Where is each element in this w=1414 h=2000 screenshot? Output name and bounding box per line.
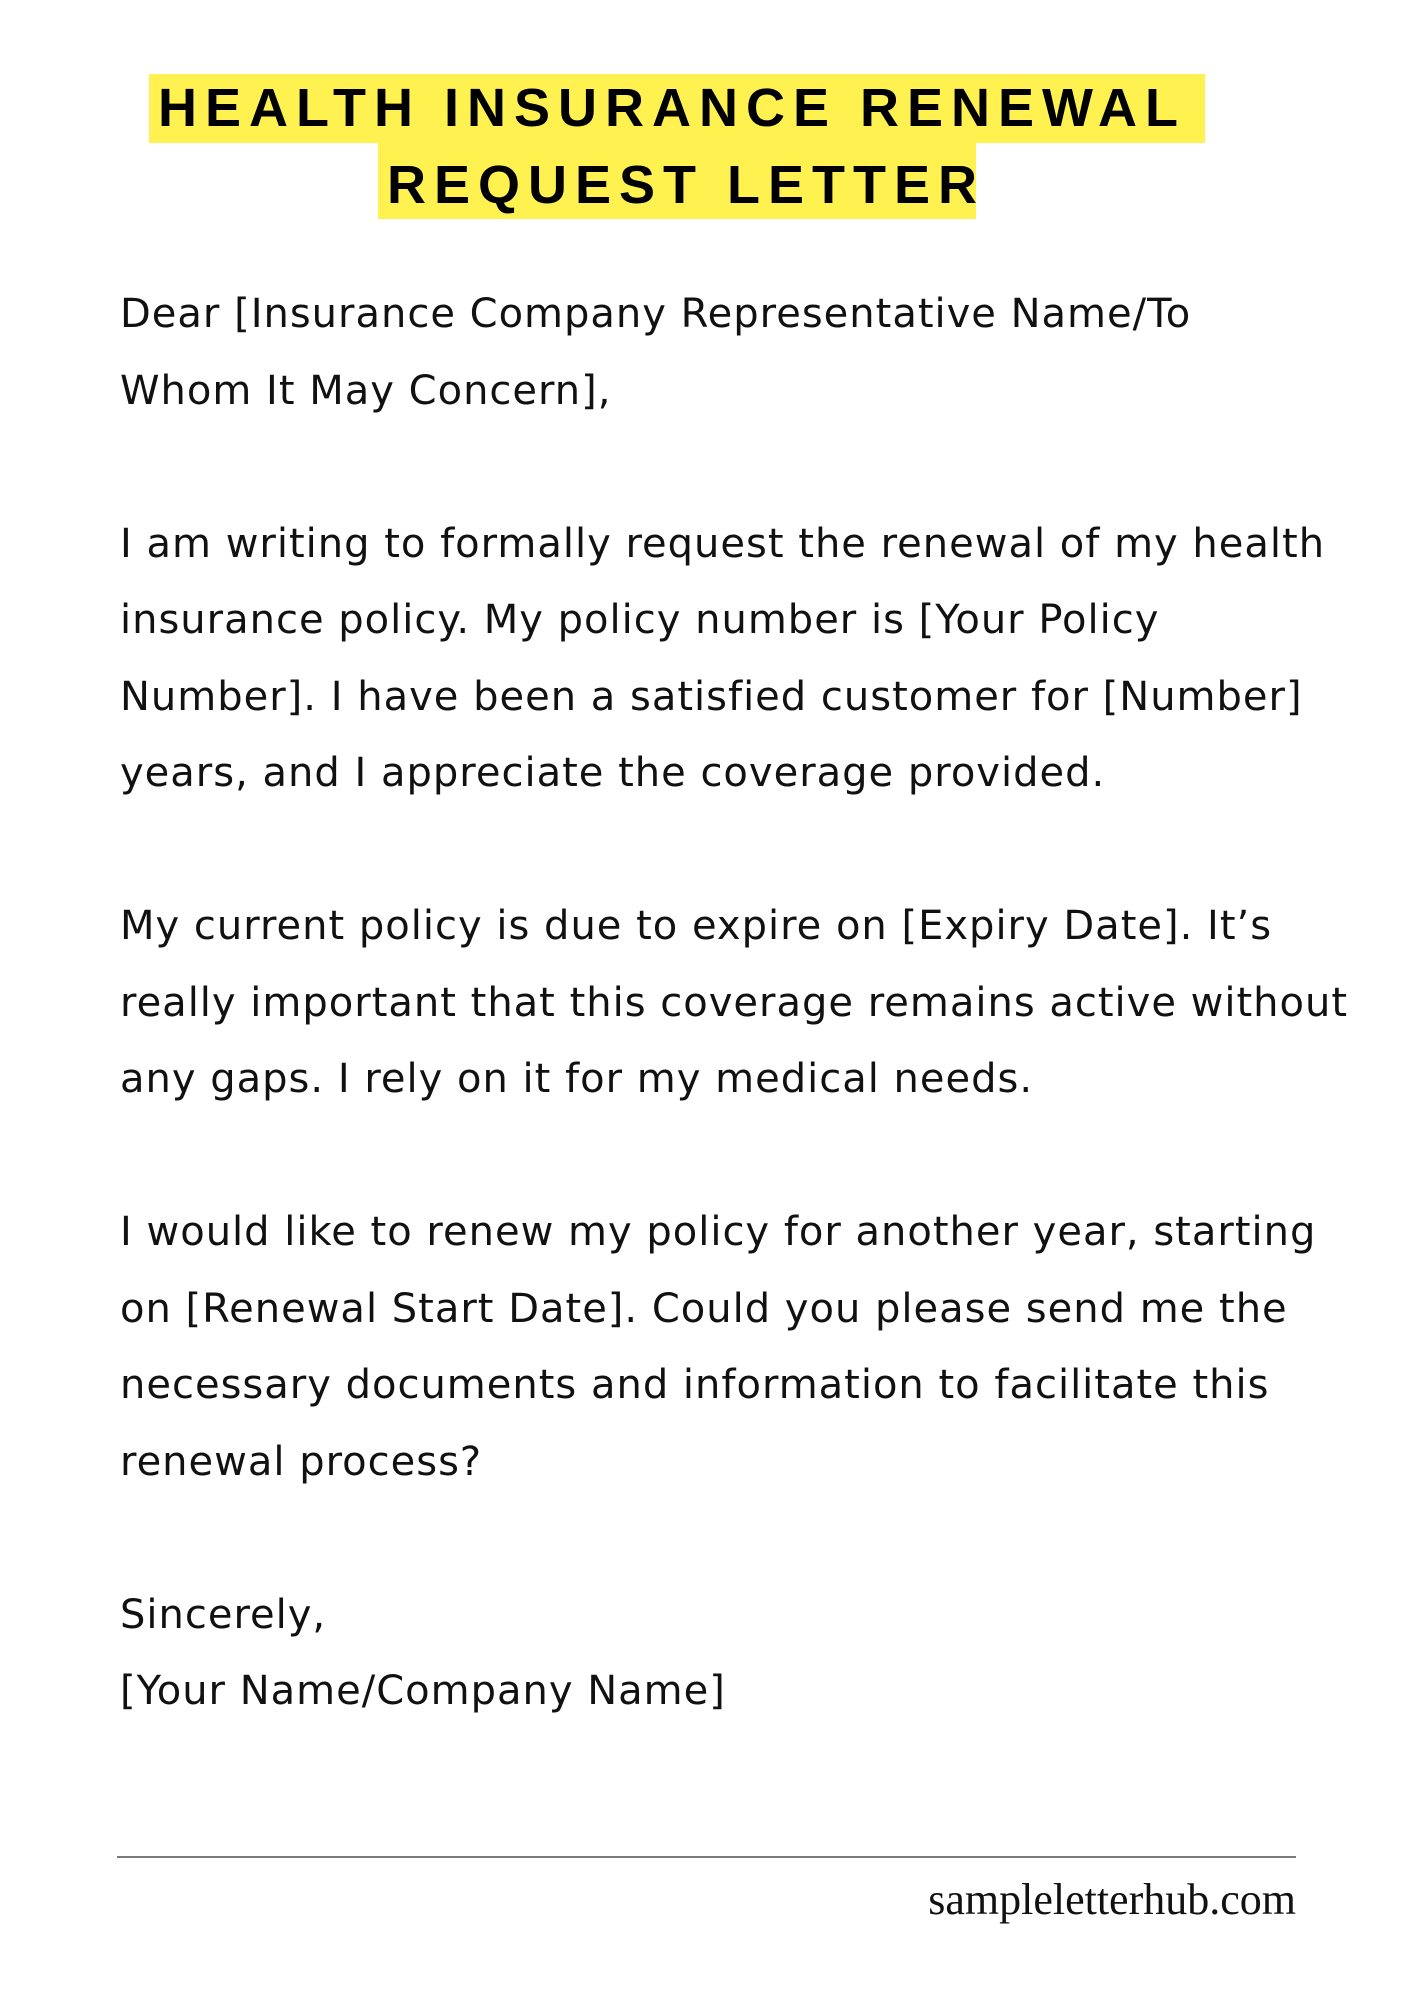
paragraph-1-line: years, and I appreciate the coverage provided.: [120, 750, 1106, 796]
blank-line: [120, 1118, 1348, 1195]
salutation-line: Dear [Insurance Company Representative Name/To: [120, 291, 1192, 337]
paragraph-2-line: any gaps. I rely on it for my medical needs.: [120, 1056, 1034, 1102]
salutation-line: Whom It May Concern],: [120, 367, 612, 414]
footer-divider: [117, 1856, 1296, 1858]
closing: Sincerely,: [120, 1591, 327, 1638]
paragraph-3-line: I would like to renew my policy for another year, starting: [120, 1209, 1317, 1255]
paragraph-3-line: necessary documents and information to facilitate this: [120, 1362, 1270, 1408]
title-line-2: REQUEST LETTER: [378, 143, 976, 219]
blank-line: [120, 429, 1348, 506]
paragraph-2-line: really important that this coverage remains active without: [120, 979, 1349, 1026]
title-line-1: HEALTH INSURANCE RENEWAL: [149, 74, 1205, 143]
blank-line: [120, 1500, 1348, 1577]
paragraph-1-line: I am writing to formally request the renewal of my health: [120, 520, 1326, 567]
signature: [Your Name/Company Name]: [120, 1668, 726, 1714]
paragraph-1-line: insurance policy. My policy number is [Your Policy: [120, 597, 1160, 643]
paragraph-3-line: on [Renewal Start Date]. Could you please send me the: [120, 1285, 1288, 1332]
letter-body: [120, 276, 1348, 1730]
paragraph-1-line: Number]. I have been a satisfied customer for [Number]: [120, 673, 1303, 720]
website-link[interactable]: sampleletterhub.com: [928, 1875, 1296, 1924]
blank-line: [120, 812, 1348, 889]
paragraph-3-line: renewal process?: [120, 1438, 483, 1485]
paragraph-2-line: My current policy is due to expire on [Expiry Date]. It’s: [120, 903, 1273, 949]
